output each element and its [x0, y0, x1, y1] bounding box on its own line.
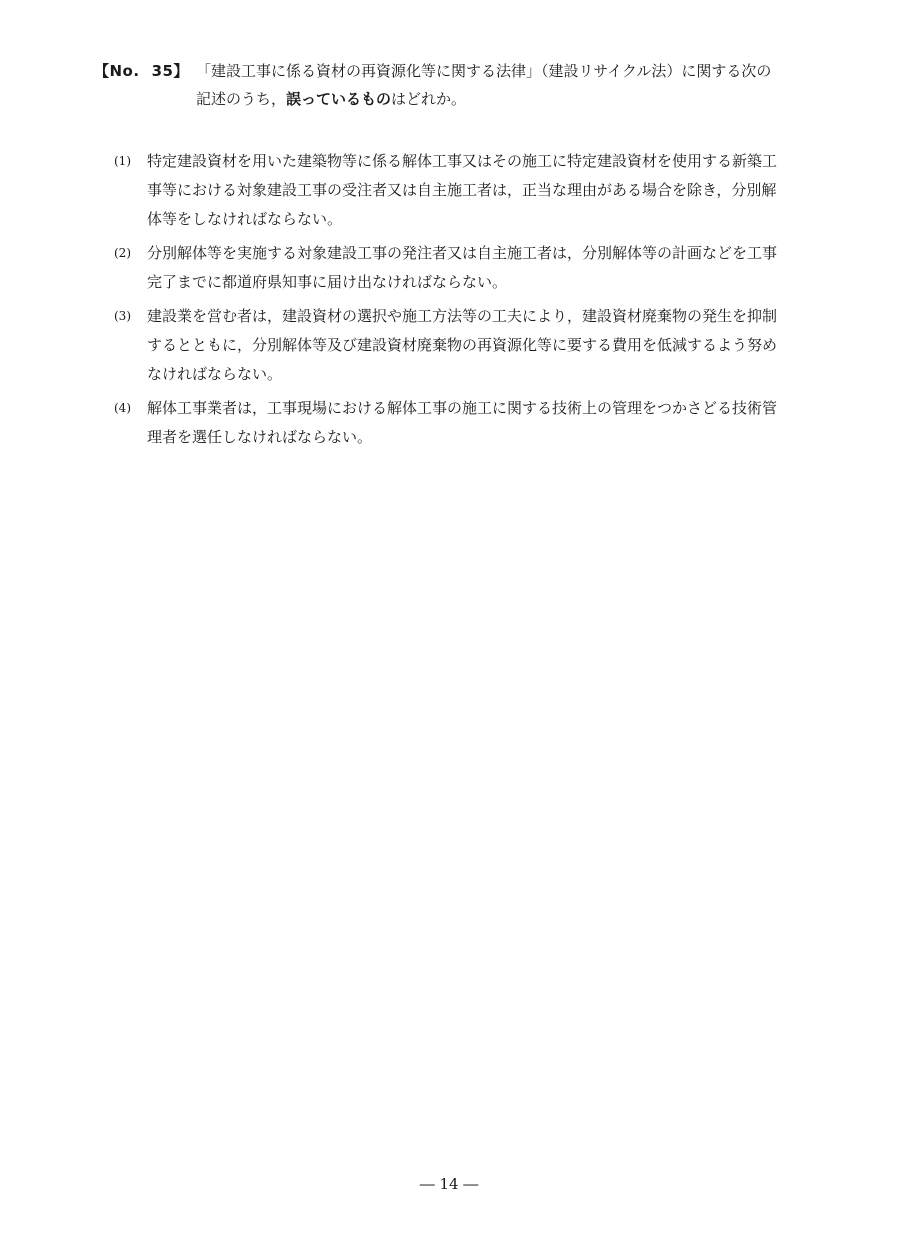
- option-line: 特定建設資材を用いた建築物等に係る解体工事又はその施工に特定建設資材を使用する新築工: [147, 152, 778, 170]
- option-1: [114, 147, 804, 234]
- answer-options: [114, 147, 804, 457]
- option-line: 解体工事業者は，工事現場における解体工事の施工に関する技術上の管理をつかさどる技術管: [147, 399, 778, 417]
- option-number: (1): [114, 154, 131, 168]
- option-text: [147, 147, 804, 234]
- question-text: [196, 57, 814, 113]
- option-number: (4): [114, 401, 131, 415]
- question-emphasis: 誤っているもの: [286, 90, 392, 108]
- option-line: 体等をしなければならない。: [147, 210, 343, 228]
- question-block: [94, 57, 814, 113]
- option-text: [147, 394, 804, 452]
- option-4: [114, 394, 804, 452]
- option-line: なければならない。: [147, 365, 283, 383]
- question-line-2-before: 記述のうち，: [196, 90, 287, 108]
- question-label-prefix: 【No.: [94, 62, 140, 80]
- option-line: 事等における対象建設工事の受注者又は自主施工者は，正当な理由がある場合を除き，分別解: [147, 181, 777, 199]
- question-line-2: [196, 85, 814, 113]
- option-3: [114, 302, 804, 389]
- option-line: 分別解体等を実施する対象建設工事の発注者又は自主施工者は，分別解体等の計画などを工事: [147, 244, 778, 262]
- option-2: [114, 239, 804, 297]
- option-line: するとともに，分別解体等及び建設資材廃棄物の再資源化等に要する費用を低減するよう努め: [147, 336, 778, 354]
- option-line: 理者を選任しなければならない。: [147, 428, 373, 446]
- question-line-1: 「建設工事に係る資材の再資源化等に関する法律」（建設リサイクル法）に関する次の: [196, 62, 772, 80]
- option-text: [147, 239, 804, 297]
- option-text: [147, 302, 804, 389]
- page-number: ― 14 ―: [419, 1175, 479, 1193]
- option-number: (3): [114, 309, 131, 323]
- option-line: 建設業を営む者は，建設資材の選択や施工方法等の工夫により，建設資材廃棄物の発生を抑制: [147, 307, 778, 325]
- question-number: [94, 57, 196, 85]
- question-label-number: 35】: [151, 62, 189, 80]
- option-line: 完了までに都道府県知事に届け出なければならない。: [147, 273, 508, 291]
- question-line-2-after: はどれか。: [391, 90, 467, 108]
- option-number: (2): [114, 246, 131, 260]
- question-header: [94, 57, 814, 113]
